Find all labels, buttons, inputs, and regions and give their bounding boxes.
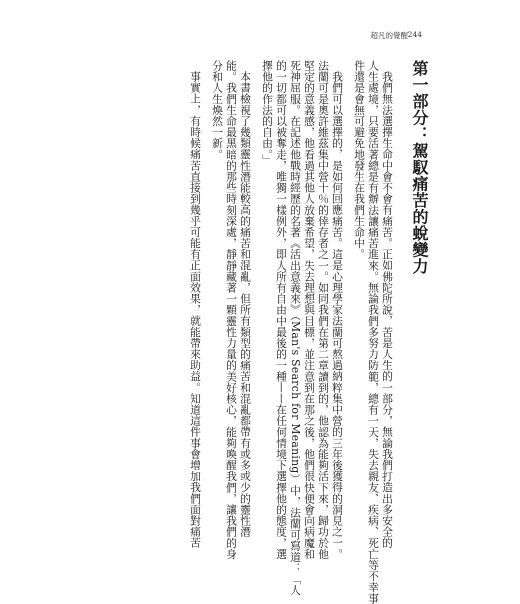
- paragraph-line: 死神屈服。在記述他戰時經歷的名著《活出意義來》（Man's Search for Meaning）中，法蘭可寫道：「人: [289, 60, 302, 596]
- paragraph-line: 分和人生煥然一新。: [211, 60, 224, 160]
- paragraph-line: 能。我們生命最黑暗的那些時刻深處，靜靜藏著一顆靈性力量的美好核心，能夠喚醒我們，讓我們的身: [225, 60, 238, 560]
- paragraph-line: 事實上，有時候痛苦直接到幾乎可能有正面效果，就能帶來助益。知道這件事會增加我們面對痛苦: [189, 71, 202, 549]
- section-heading: 第一部分：駕馭痛苦的蛻變力: [410, 60, 429, 275]
- paragraph-line: 我們無法選擇生命中會不會有痛苦。正如佛陀所說，苦是人生的一部分，無論我們打造出多安全的: [381, 71, 394, 549]
- paragraph-line: 的一切都可以被奪走，唯獨一樣例外，即人所有自由中最後的一種——在任何情境下選擇他的態度，選: [275, 60, 288, 560]
- paragraph-line: 件還是會無可避免地發生在我們生命中。: [353, 60, 366, 260]
- page-number: 244: [407, 30, 422, 39]
- page-header: [0, 30, 520, 44]
- paragraph-line: 人生處境，只要活著總是有辦法讓痛苦進來。無論我們多努力防範，總有一天，失去親友、疾病、死亡等不幸事: [367, 60, 380, 604]
- running-head-book-title: 超凡的覺醒: [370, 31, 408, 40]
- paragraph-line: 堅定的意義感，他看過其他人放棄希望，失去理想與目標，並注意到在那之後，他們很快便會向病魔和: [303, 60, 316, 560]
- paragraph-line: 擇他的作法的自由。」: [261, 60, 274, 166]
- paragraph-line: 法蘭可是奧許維茲集中營十％的倖存者之一。如同我們在第二章讀到的，他認為能夠活下來，歸功於他: [317, 60, 330, 560]
- paragraph-line: 我們可以選擇的，是如何回應痛苦。這是心理學家法蘭可熬過納粹集中營的三年後獲得的洞見之一。: [331, 71, 344, 560]
- paragraph-line: 本書檢視了幾類靈性潛能較高的痛苦和混亂，但所有類型的痛苦和混亂都帶有或多或少的靈性潛: [239, 71, 252, 538]
- body-text: [82, 60, 429, 604]
